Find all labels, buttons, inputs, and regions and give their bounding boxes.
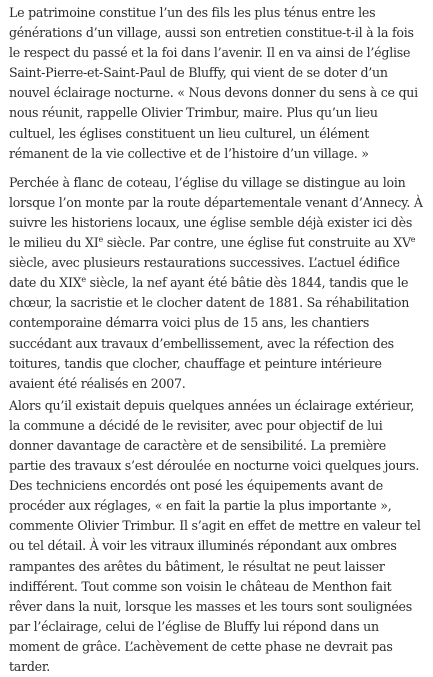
history-text-1: Perchée à flanc de coteau, l’église du village se distingue au loin lorsque l’on monte par la route départementale venant d’Annecy. À suivre les historiens locaux, une église semble déjà exister ici dès le milieu du XI <box>9 174 423 251</box>
century-superscript: e <box>98 235 103 245</box>
century-superscript: e <box>81 275 86 285</box>
paragraph-history <box>9 173 425 394</box>
paragraph-lighting: Alors qu’il existait depuis quelques années un éclairage extérieur, la commune a décidé de le revisiter, avec pour objectif de lui donner davantage de caractère et de sensibilité. La première partie des travaux s’est déroulée en nocturne voici quelques jours. Des techniciens encordés ont posé les équipements avant de procéder aux réglages, « en fait la partie la plus importante », commente Olivier Trimbur. Il s’agit en effet de mettre en valeur tel ou tel détail. À voir les vitraux illuminés répondant aux ombres rampantes des arêtes du bâtiment, le résultat ne peut laisser indifférent. Tout comme son voisin le château de Menthon fait rêver dans la nuit, lorsque les masses et les tours sont soulignées par l’éclairage, celui de l’église de Bluffy lui répond dans un moment de grâce. L’achèvement de cette phase ne devrait pas tarder. <box>9 397 421 674</box>
century-superscript: e <box>410 235 416 245</box>
history-text-4: siècle, la nef ayant été bâtie dès 1844, tandis que le chœur, la sacristie et le clocher datent de 1881. Sa réhabilitation contemporaine démarra voici plus de 15 ans, les chantiers succédant aux travaux d’embellissement, avec la réfection des toitures, tandis que clocher, chauffage et peinture intérieure avaient été réalisés en 2007. <box>9 275 410 391</box>
paragraph-intro: Le patrimoine constitue l’un des fils les plus ténus entre les générations d’un village, aussi son entretien constitue-t-il à la fois le respect du passé et la foi dans l’avenir. Il en va ainsi de l’église Saint-Pierre-et-Saint-Paul de Bluffy, qui vient de se doter d’un nouvel éclairage nocturne. « Nous devons donner du sens à ce qui nous réunit, rappelle Olivier Trimbur, maire. Plus qu’un lieu cultuel, les églises constituent un lieu culturel, un élément rémanent de la vie collective et de l’histoire d’un village. » <box>9 5 418 161</box>
history-text-2: siècle. Par contre, une église fut construite au XV <box>102 235 411 251</box>
history-text-3: siècle, avec plusieurs restaurations successives. L’actuel édifice date du XIX <box>9 255 400 291</box>
